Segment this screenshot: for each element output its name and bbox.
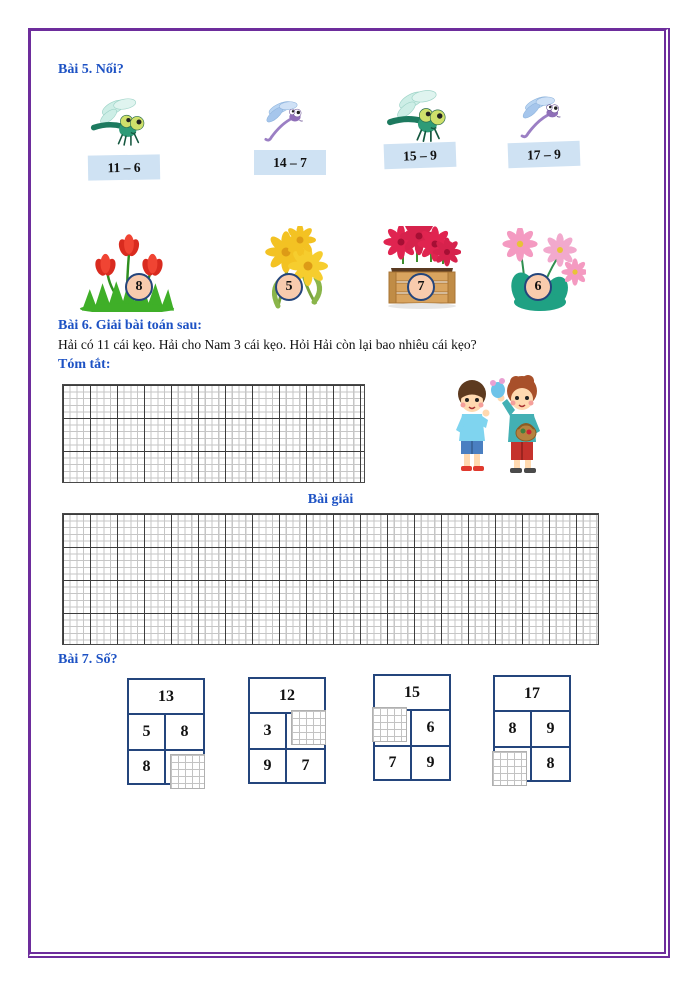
puzzle-cell: 9 (250, 748, 287, 782)
summary-label: Tóm tắt: (58, 357, 111, 372)
expression-card-3[interactable]: 15 – 9 (384, 142, 457, 169)
puzzle-cell: 8 (532, 746, 569, 780)
flower-count-badge[interactable]: 7 (407, 273, 435, 301)
exercise5-title: Bài 5. Nối? (58, 62, 124, 77)
flower-count-badge[interactable]: 5 (275, 273, 303, 301)
puzzle-cell-empty[interactable] (495, 746, 532, 780)
expression-card-4[interactable]: 17 – 9 (508, 141, 581, 168)
solution-writing-grid[interactable] (62, 513, 599, 645)
pink-cosmos-icon (502, 228, 586, 312)
puzzle-cell-empty[interactable] (375, 711, 412, 745)
puzzle-cell: 9 (546, 720, 555, 737)
summary-writing-grid[interactable] (62, 384, 365, 483)
puzzle-cell: 6 (426, 719, 435, 736)
puzzle-cell: 5 (129, 715, 166, 749)
yellow-daisies-icon (258, 226, 336, 312)
puzzle-cell: 7 (287, 748, 324, 782)
puzzle-cell-empty[interactable] (287, 714, 324, 748)
number-puzzle-4 (493, 675, 571, 782)
puzzle-cell: 8 (129, 749, 166, 783)
red-tulips-icon (78, 228, 176, 312)
puzzle-cell: 7 (375, 745, 412, 779)
dragonfly-green-icon (386, 84, 454, 148)
flower-count-badge[interactable]: 6 (524, 273, 552, 301)
puzzle-total: 17 (495, 677, 569, 712)
dragonfly-purple-icon (258, 94, 314, 150)
puzzle-cell: 8 (180, 723, 189, 740)
answer-grid-cell[interactable] (170, 754, 205, 789)
number-puzzle-2 (248, 677, 326, 784)
answer-grid-cell[interactable] (372, 707, 407, 742)
puzzle-cell: 9 (412, 745, 449, 779)
crate-flowers-icon (383, 226, 461, 312)
puzzle-total: 12 (250, 679, 324, 714)
puzzle-cell: 3 (250, 714, 287, 748)
two-boys-illustration (440, 372, 560, 492)
number-puzzle-1 (127, 678, 205, 785)
puzzle-cell-empty[interactable] (166, 749, 203, 783)
expression-card-1[interactable]: 11 – 6 (88, 154, 160, 180)
exercise6-problem-text: Hải có 11 cái kẹo. Hải cho Nam 3 cái kẹo. Hỏi Hải còn lại bao nhiêu cái kẹo? (58, 337, 477, 352)
solution-label: Bài giải (307, 492, 354, 507)
exercise7-title: Bài 7. Số? (58, 652, 118, 667)
answer-grid-cell[interactable] (492, 751, 527, 786)
puzzle-cell: 8 (495, 712, 532, 746)
exercise6-title: Bài 6. Giải bài toán sau: (58, 318, 202, 333)
number-puzzle-3 (373, 674, 451, 781)
dragonfly-purple-icon (514, 90, 572, 146)
dragonfly-green-icon (90, 90, 152, 154)
puzzle-total: 15 (375, 676, 449, 711)
puzzle-total: 13 (129, 680, 203, 715)
expression-card-2[interactable]: 14 – 7 (254, 150, 326, 175)
flower-count-badge[interactable]: 8 (125, 273, 153, 301)
answer-grid-cell[interactable] (291, 710, 326, 745)
